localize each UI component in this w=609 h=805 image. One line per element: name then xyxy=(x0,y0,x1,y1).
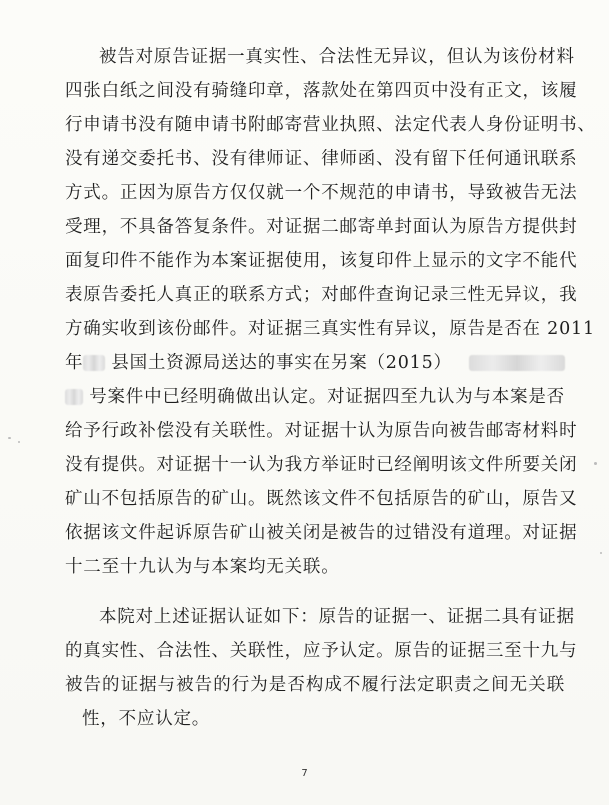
text-line: 受理，不具备答复条件。对证据二邮寄单封面认为原告方提供封 xyxy=(65,217,578,237)
redaction-mark xyxy=(65,389,83,405)
text-fragment: 县国土资源局送达的事实在另案（2015） xyxy=(111,353,452,373)
text-fragment: 年 xyxy=(65,353,84,373)
text-line: 行申请书没有随申请书附邮寄营业执照、法定代表人身份证明书、 xyxy=(65,115,596,135)
redaction-mark xyxy=(469,355,565,371)
text-line: 方确实收到该份邮件。对证据三真实性有异议，原告是否在 2011 xyxy=(65,319,595,339)
scan-speck xyxy=(594,462,597,465)
page-number: 7 xyxy=(301,768,308,779)
text-line: 被告的证据与被告的行为是否构成不履行法定职责之间无关联 xyxy=(65,675,565,695)
text-line-redacted xyxy=(65,380,565,414)
text-line: 没有提供。对证据十一认为我方举证时已经阐明该文件所要关闭 xyxy=(65,455,578,475)
scan-speck xyxy=(600,552,602,554)
text-line: 性，不应认定。 xyxy=(82,709,211,729)
text-line: 的真实性、合法性、关联性，应予认定。原告的证据三至十九与 xyxy=(65,641,578,661)
text-fragment: 号案件中已经明确做出认定。对证据四至九认为与本案是否 xyxy=(89,387,565,407)
redaction-mark xyxy=(83,355,105,371)
text-line: 给予行政补偿没有关联性。对证据十认为原告向被告邮寄材料时 xyxy=(65,421,578,441)
text-line-redacted xyxy=(65,346,565,380)
text-line: 矿山不包括原告的矿山。既然该文件不包括原告的矿山，原告又 xyxy=(65,489,578,509)
text-line: 依据该文件起诉原告矿山被关闭是被告的过错没有道理。对证据 xyxy=(65,523,578,543)
text-line: 被告对原告证据一真实性、合法性无异议，但认为该份材料 xyxy=(99,47,575,67)
document-body xyxy=(65,40,596,736)
text-line: 本院对上述证据认证如下：原告的证据一、证据二具有证据 xyxy=(99,607,575,627)
text-line: 方式。正因为原告方仅仅就一个不规范的申请书，导致被告无法 xyxy=(65,183,578,203)
text-line: 面复印件不能作为本案证据使用，该复印件上显示的文字不能代 xyxy=(65,251,578,271)
scan-speck xyxy=(8,437,11,439)
scan-speck xyxy=(18,441,20,443)
text-line: 四张白纸之间没有骑缝印章，落款处在第四页中没有正文，该履 xyxy=(65,81,578,101)
text-line: 十二至十九认为与本案均无关联。 xyxy=(65,557,340,577)
text-line: 没有递交委托书、没有律师证、律师函、没有留下任何通讯联系 xyxy=(65,149,578,169)
text-line: 表原告委托人真正的联系方式；对邮件查询记录三性无异议，我 xyxy=(65,285,578,305)
